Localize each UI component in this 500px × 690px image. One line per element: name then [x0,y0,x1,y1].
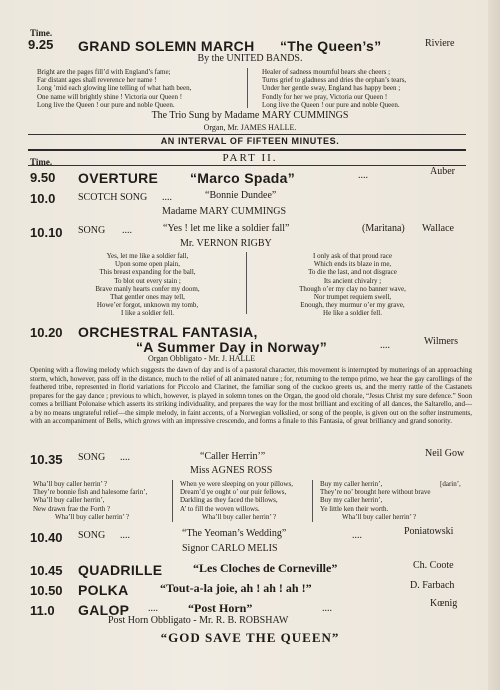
verse-line: To die the last, and not disgrace [308,268,397,277]
dot-leader: .... [162,192,172,203]
item-piece: “Yes ! let me like a soldier fall” [163,223,290,234]
verse-line: Ye little ken their worth. [320,504,389,513]
organ-line: Organ, Mr. JAMES HALLE. [203,123,297,132]
verse-line: Enough, they murmur o’er my grave, [300,301,405,310]
trio-line: The Trio Sung by Madame MARY CUMMINGS [151,110,349,121]
item-title: SONG [78,452,106,463]
verse-line: I like a soldier fell. [120,309,175,318]
dot-leader: .... [122,225,132,236]
item-title: ORCHESTRAL FANTASIA, [78,324,258,340]
verse-line: Buy my caller herrin’, [320,480,383,488]
item-title: SCOTCH SONG [78,192,148,203]
verse-line: Long live the Queen ! our pure and noble Queen. [262,100,400,109]
verse-2 [180,480,293,521]
item-time: 10.35 [30,452,63,467]
item-title: QUADRILLE [78,562,163,578]
item-composer: Wallace [422,223,454,234]
verse-line: Darkling as they faced the billows, [180,496,278,505]
item-title: OVERTURE [78,170,159,186]
verse-line: This breast expanding for the ball, [99,268,196,277]
verse-line: Wha’ll buy caller herrin’ ? [33,480,108,488]
dot-leader: .... [380,340,390,351]
verse-line: I only ask of that proud race [313,252,392,260]
dot-leader: .... [148,603,158,614]
rule [28,134,466,135]
item-composer: Riviere [425,38,455,49]
item-title: GRAND SOLEMN MARCH [78,38,255,54]
dot-leader: .... [120,530,130,541]
verse-line: Fondly for her we pray, Victoria our Queen ! [262,92,388,101]
item-time: 9.50 [30,170,56,185]
verse-left [37,68,191,109]
verse-aside: [darin’, [440,480,461,488]
verse-line: Brave manly hearts confer my doom, [95,284,200,293]
item-time: 10.20 [30,325,63,340]
item-singer: Miss AGNES ROSS [190,465,273,476]
item-piece: “A Summer Day in Norway” [136,339,328,355]
verse-line: To blot out every stain ; [114,276,181,285]
verse-line: Healer of sadness mournful hears she cheers ; [262,68,391,76]
verse-line: New drawn frae the Forth ? [33,504,111,513]
organ-line: Organ Obbligato - Mr. J. HALLE [148,354,256,363]
item-title: GALOP [78,602,130,618]
dot-leader: .... [120,452,130,463]
verse-line: Wha’ll buy caller herrin’ ? [342,512,417,521]
verse-line: That gentler ones may tell, [110,293,185,302]
verse-line: Bright are the pages fill’d with England’s fame; [37,68,171,76]
item-time: 9.25 [28,37,54,52]
dot-leader: .... [358,170,368,181]
verse-line: They’re bonnie fish and halesome farin’, [33,488,148,497]
item-singer: Mr. VERNON RIGBY [180,238,272,249]
item-composer: Kœnig [430,598,458,609]
item-composer: Auber [430,166,455,177]
rule [28,165,466,166]
item-composer: D. Farbach [410,580,455,591]
item-piece: “Les Cloches de Corneville” [193,561,338,575]
item-piece: “Marco Spada” [190,170,296,186]
item-piece: “Tout-a-la joie, ah ! ah ! ah !” [160,581,312,595]
verse-divider [246,252,247,314]
time-label: Time. [30,157,53,167]
interval-banner: AN INTERVAL OF FIFTEEN MINUTES. [160,136,340,146]
item-piece: “The Yeoman’s Wedding” [182,528,287,539]
verse-line: Wha’ll buy caller herrin’, [33,496,105,505]
item-piece: “The Queen’s” [280,38,382,54]
verse-divider [312,480,313,522]
item-piece: “Bonnie Dundee” [205,190,277,201]
verse-line: Turns grief to gladness and dries the orphan’s tears, [262,76,407,85]
part-heading: PART II. [222,152,278,164]
verse-line: He like a soldier fell. [323,309,382,318]
finale: “GOD SAVE THE QUEEN” [160,630,340,645]
item-title: POLKA [78,582,129,598]
rule [28,149,466,151]
verse-line: Howe’er forgot, unknown my tomb, [96,301,199,310]
verse-line: Its ancient chivalry ; [323,276,382,285]
verse-line: Long ’mid each glowing line telling of what hath been, [37,84,192,93]
item-title: SONG [78,530,106,541]
dot-leader: .... [352,530,362,541]
verse-line: Under her gentle sway, England has happy been ; [262,84,401,93]
time-label: Time. [30,28,53,38]
verse-right [260,252,445,318]
verse-line: Far distant ages shall reverence her name ! [37,76,157,85]
description: Opening with a flowing melody which suggests the dawn of day and is of a pastoral character, this movement is interrupted by mutterings of an approaching storm, which, however, pass off in the distance, much to the relief of all animated nature ; for, returning to the tempo primo, we hear the gay carollings of the feathered tribe, represented in florid variations for Piccolo and Clarinet, the familiar song of the cuckoo greets us, and the merry rattle of the Castanets prepares for the gay dance ; previous to which, however, is played in solemn tones on the Organ, the good old chorale, “Jesus Christ my sure defence.” Soon comes a brilliant Polonaise which asserts its striking individuality, and prepares the way for the most brilliant and exciting of all dances, the Saltarello, and—a by no means ungrateful relief—the simple melody, in faint accents, of a Norwegian volkslied, or song of the people, is given out on the softer instruments, with an accompaniment of Bells, which grows with an impressive crescendo, and forms a finale to this Fantasia, of great brilliancy and grand sonority. [30,366,472,425]
verse-line: One name will brightly shine ! Victoria our Queen ! [37,92,183,101]
item-composer: Wilmers [424,336,459,347]
item-time: 10.50 [30,583,63,598]
verse-line: They’re no’ brought here without brave [320,488,431,497]
item-opera: (Maritana) [362,223,405,234]
verse-line: A’ to fill the woven willows. [180,504,260,513]
dot-leader: .... [322,603,332,614]
verse-line: Which ends its blaze in me, [313,260,392,269]
verse-line: Nor trumpet requiem swell, [313,293,392,302]
verse-1 [33,480,147,521]
item-time: 10.45 [30,563,63,578]
verse-right [262,68,406,109]
item-composer: Ch. Coote [413,560,454,571]
verse-line: Though o’er my clay no banner wave, [299,284,406,293]
item-composer: Poniatowski [404,526,454,537]
verse-divider [172,480,173,522]
item-piece: “Caller Herrin’” [200,451,266,462]
verse-left [60,252,235,318]
verse-line: Dream’d ye ought o’ our puir fellows, [180,488,287,497]
item-singer: Signor CARLO MELIS [182,543,278,554]
verse-3 [320,480,430,521]
item-performers: By the UNITED BANDS. [197,53,303,64]
item-piece: “Post Horn” [188,601,253,615]
verse-line: Yes, let me like a soldier fall, [106,252,189,260]
item-composer: Neil Gow [425,448,465,459]
verse-line: Wha’ll buy caller herrin’ ? [55,512,130,521]
item-time: 10.10 [30,225,63,240]
page-fold [488,0,500,690]
verse-line: When ye were sleeping on your pillows, [180,480,293,488]
item-time: 11.0 [30,603,55,618]
verse-divider [247,68,248,108]
verse-line: Wha’ll buy caller herrin’ ? [202,512,277,521]
verse-line: Upon some open plain, [115,260,180,269]
item-title: SONG [78,225,106,236]
obbligato-line: Post Horn Obbligato - Mr. R. B. ROBSHAW [108,615,289,626]
verse-line: Buy my caller herrin’, [320,496,383,505]
verse-line: Long live the Queen ! our pure and noble Queen. [37,100,175,109]
item-time: 10.40 [30,530,63,545]
item-time: 10.0 [30,191,56,206]
item-singer: Madame MARY CUMMINGS [162,206,287,217]
